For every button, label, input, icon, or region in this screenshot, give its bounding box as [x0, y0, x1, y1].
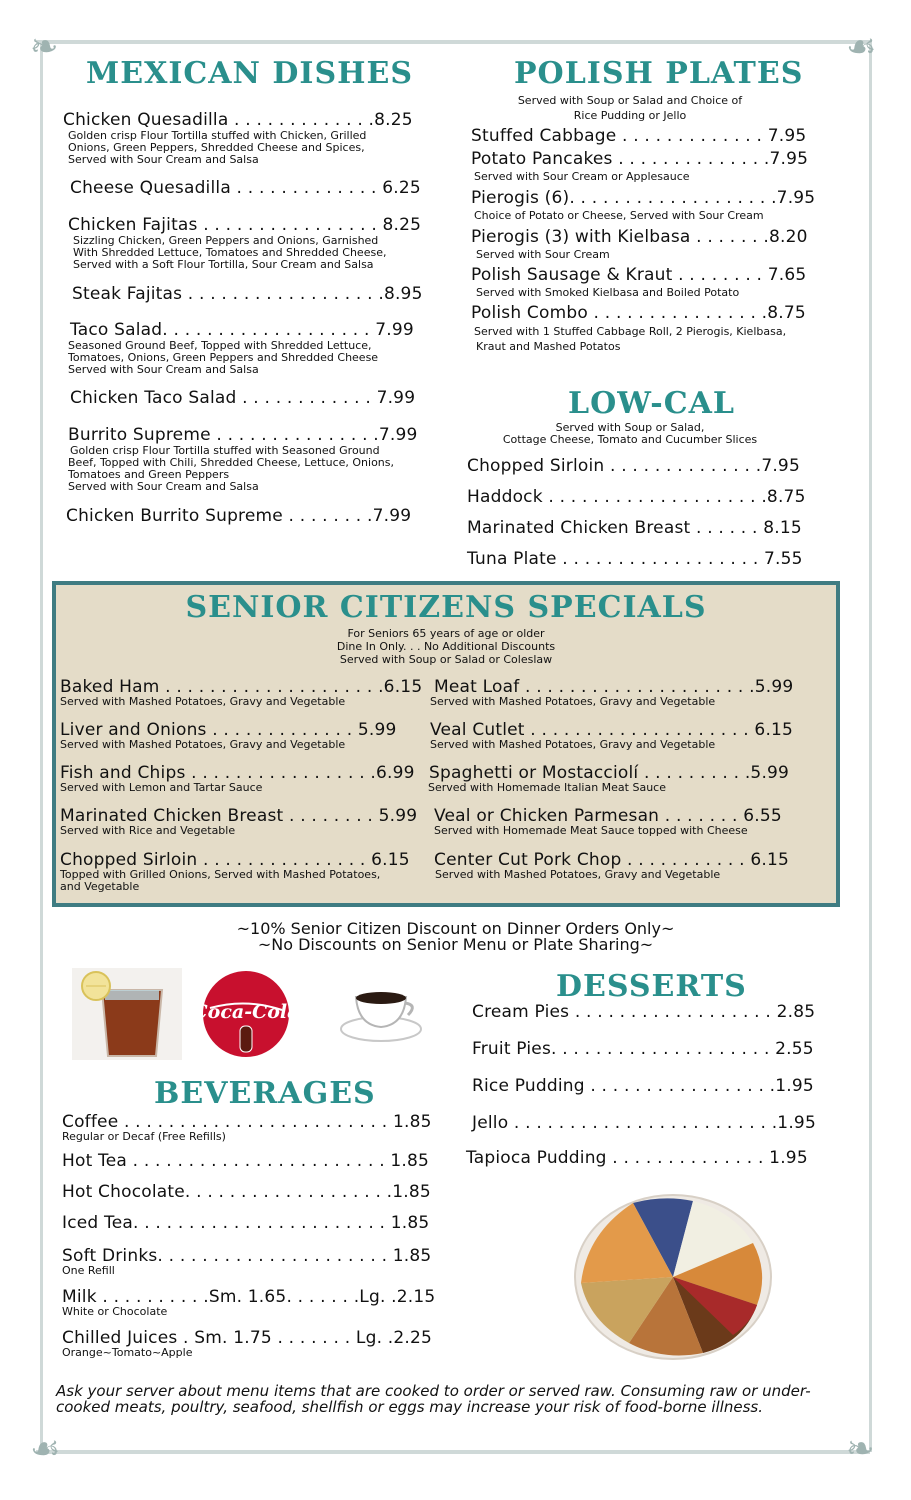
senior-menu-item: Chopped Sirloin . . . . . . . . . . . . . . . 6.15 — [60, 850, 410, 870]
senior-menu-item: Center Cut Pork Chop . . . . . . . . . . . 6.15 — [434, 850, 789, 870]
item-description: Beef, Topped with Chili, Shredded Cheese, Lettuce, Onions, — [68, 456, 395, 469]
item-description: Served with Sour Cream or Applesauce — [474, 170, 690, 183]
menu-border-top — [36, 40, 870, 44]
dessert-item: Tapioca Pudding . . . . . . . . . . . . . . 1.95 — [466, 1148, 808, 1168]
item-description: Regular or Decaf (Free Refills) — [62, 1130, 226, 1143]
beverages-title: BEVERAGES — [154, 1076, 376, 1111]
section-subtitle: Served with Soup or Salad or Coleslaw — [339, 653, 553, 666]
item-description: White or Chocolate — [62, 1305, 168, 1318]
item-description: Served with Mashed Potatoes, Gravy and Vegetable — [430, 695, 716, 708]
low-cal-title: LOW-CAL — [568, 386, 735, 421]
senior-specials-title: SENIOR CITIZENS SPECIALS — [185, 590, 707, 625]
discount-note: ~10% Senior Citizen Discount on Dinner Orders Only~ — [236, 919, 675, 938]
section-subtitle: Cottage Cheese, Tomato and Cucumber Slices — [502, 433, 758, 446]
item-description: Golden crisp Flour Tortilla stuffed with Seasoned Ground — [70, 444, 380, 457]
menu-item: Pierogis (3) with Kielbasa . . . . . . .8.20 — [471, 227, 808, 247]
senior-menu-item: Liver and Onions . . . . . . . . . . . . . 5.99 — [60, 720, 397, 740]
senior-menu-item: Baked Ham . . . . . . . . . . . . . . . . . . . .6.15 — [60, 677, 423, 697]
item-description: and Vegetable — [60, 880, 140, 893]
polish-plates-title: POLISH PLATES — [514, 56, 804, 91]
desserts-title: DESSERTS — [556, 969, 747, 1004]
item-description: Served with Mashed Potatoes, Gravy and Vegetable — [430, 738, 716, 751]
menu-item: Chopped Sirloin . . . . . . . . . . . . . .7.95 — [467, 456, 800, 476]
corner-flourish-icon: ☙ — [846, 27, 877, 67]
senior-menu-item: Marinated Chicken Breast . . . . . . . . 5.99 — [60, 806, 418, 826]
coca-cola-logo-text: Coca-Cola — [192, 1001, 300, 1023]
beverage-item: Hot Tea . . . . . . . . . . . . . . . . . . . . . . . 1.85 — [62, 1151, 430, 1171]
corner-flourish-icon: ❧ — [846, 1429, 875, 1469]
item-description: Topped with Grilled Onions, Served with Mashed Potatoes, — [60, 868, 381, 881]
item-description: Sizzling Chicken, Green Peppers and Onions, Garnished — [73, 234, 379, 247]
beverage-item: Soft Drinks. . . . . . . . . . . . . . . . . . . . . 1.85 — [62, 1246, 432, 1266]
menu-item: Pierogis (6). . . . . . . . . . . . . . . . . . .7.95 — [471, 188, 816, 208]
item-description: Served with 1 Stuffed Cabbage Roll, 2 Pierogis, Kielbasa, — [474, 325, 787, 338]
item-description: With Shredded Lettuce, Tomatoes and Shredded Cheese, — [73, 246, 387, 259]
iced-tea-image — [72, 968, 182, 1060]
item-description: Served with Mashed Potatoes, Gravy and Vegetable — [435, 868, 721, 881]
item-description: Served with Rice and Vegetable — [60, 824, 236, 837]
item-description: Seasoned Ground Beef, Topped with Shredded Lettuce, — [68, 339, 372, 352]
menu-item: Taco Salad. . . . . . . . . . . . . . . . . . . 7.99 — [70, 320, 414, 340]
menu-item: Chicken Burrito Supreme . . . . . . . .7.99 — [66, 506, 412, 526]
dessert-item: Fruit Pies. . . . . . . . . . . . . . . . . . . . 2.55 — [472, 1039, 814, 1059]
menu-item: Haddock . . . . . . . . . . . . . . . . . . . .8.75 — [467, 487, 806, 507]
item-description: Golden crisp Flour Tortilla stuffed with Chicken, Grilled — [68, 129, 367, 142]
beverage-item: Coffee . . . . . . . . . . . . . . . . . . . . . . . . 1.85 — [62, 1112, 432, 1132]
menu-item: Polish Sausage & Kraut . . . . . . . . 7.65 — [471, 265, 807, 285]
corner-flourish-icon: ☙ — [30, 1429, 61, 1469]
menu-item: Polish Combo . . . . . . . . . . . . . . . .8.75 — [471, 303, 806, 323]
item-description: Kraut and Mashed Potatos — [476, 340, 621, 353]
item-description: Tomatoes and Green Peppers — [68, 468, 230, 481]
dessert-item: Rice Pudding . . . . . . . . . . . . . . . . .1.95 — [472, 1076, 814, 1096]
food-safety-notice: cooked meats, poultry, seafood, shellfish or eggs may increase your risk of food-borne illness. — [56, 1398, 763, 1416]
item-description: Served with Lemon and Tartar Sauce — [60, 781, 263, 794]
mexican-dishes-title: MEXICAN DISHES — [86, 56, 413, 91]
beverage-item: Hot Chocolate. . . . . . . . . . . . . . . . . . .1.85 — [62, 1182, 431, 1202]
item-description: Orange~Tomato~Apple — [62, 1346, 193, 1359]
senior-menu-item: Veal or Chicken Parmesan . . . . . . . 6.55 — [434, 806, 782, 826]
menu-item: Chicken Taco Salad . . . . . . . . . . . . 7.99 — [70, 388, 416, 408]
item-description: Served with Homemade Meat Sauce topped with Cheese — [434, 824, 748, 837]
menu-item: Marinated Chicken Breast . . . . . . 8.15 — [467, 518, 802, 538]
item-description: Served with Sour Cream — [476, 248, 610, 261]
item-description: One Refill — [62, 1264, 115, 1277]
menu-item: Chicken Fajitas . . . . . . . . . . . . . . . . 8.25 — [68, 215, 422, 235]
dessert-item: Jello . . . . . . . . . . . . . . . . . . . . . . . .1.95 — [472, 1113, 816, 1133]
corner-flourish-icon: ❧ — [30, 27, 59, 67]
senior-menu-item: Meat Loaf . . . . . . . . . . . . . . . . . . . . .5.99 — [434, 677, 794, 697]
coca-cola-logo — [190, 968, 302, 1060]
food-safety-notice: Ask your server about menu items that are cooked to order or served raw. Consuming raw or under- — [56, 1382, 811, 1400]
menu-item: Tuna Plate . . . . . . . . . . . . . . . . . . 7.55 — [467, 549, 803, 569]
menu-item: Steak Fajitas . . . . . . . . . . . . . . . . . .8.95 — [72, 284, 423, 304]
senior-menu-item: Spaghetti or Mostacciolí . . . . . . . . . .5.99 — [429, 763, 790, 783]
section-subtitle: Served with Soup or Salad and Choice of — [517, 94, 743, 107]
pie-platter-image — [573, 1193, 773, 1361]
item-description: Served with Smoked Kielbasa and Boiled Potato — [476, 286, 740, 299]
item-description: Served with Sour Cream and Salsa — [68, 153, 259, 166]
item-description: Served with a Soft Flour Tortilla, Sour Cream and Salsa — [73, 258, 374, 271]
item-description: Served with Mashed Potatoes, Gravy and Vegetable — [60, 738, 346, 751]
section-subtitle: Rice Pudding or Jello — [573, 109, 687, 122]
item-description: Onions, Green Peppers, Shredded Cheese and Spices, — [68, 141, 365, 154]
menu-item: Chicken Quesadilla . . . . . . . . . . . . .8.25 — [63, 110, 413, 130]
item-description: Choice of Potato or Cheese, Served with Sour Cream — [474, 209, 764, 222]
menu-item: Cheese Quesadilla . . . . . . . . . . . . . 6.25 — [70, 178, 421, 198]
section-subtitle: Dine In Only. . . No Additional Discounts — [336, 640, 556, 653]
dessert-item: Cream Pies . . . . . . . . . . . . . . . . . . 2.85 — [472, 1002, 816, 1022]
menu-item: Stuffed Cabbage . . . . . . . . . . . . . 7.95 — [471, 126, 807, 146]
menu-item: Potato Pancakes . . . . . . . . . . . . . .7.95 — [471, 149, 809, 169]
section-subtitle: For Seniors 65 years of age or older — [347, 627, 545, 640]
section-subtitle: Served with Soup or Salad, — [555, 421, 705, 434]
beverage-item: Chilled Juices . Sm. 1.75 . . . . . . . Lg. .2.25 — [62, 1328, 433, 1348]
discount-note: ~No Discounts on Senior Menu or Plate Sharing~ — [257, 935, 654, 954]
menu-border-bottom — [36, 1450, 870, 1454]
senior-menu-item: Fish and Chips . . . . . . . . . . . . . . . . .6.99 — [60, 763, 415, 783]
beverage-item: Iced Tea. . . . . . . . . . . . . . . . . . . . . . . 1.85 — [62, 1213, 430, 1233]
item-description: Served with Sour Cream and Salsa — [68, 480, 259, 493]
beverage-item: Milk . . . . . . . . . .Sm. 1.65. . . . . . .Lg. .2.15 — [62, 1287, 436, 1307]
item-description: Served with Mashed Potatoes, Gravy and Vegetable — [60, 695, 346, 708]
coffee-cup-image — [338, 985, 424, 1045]
item-description: Served with Homemade Italian Meat Sauce — [428, 781, 666, 794]
senior-menu-item: Veal Cutlet . . . . . . . . . . . . . . . . . . . . 6.15 — [430, 720, 794, 740]
item-description: Served with Sour Cream and Salsa — [68, 363, 259, 376]
menu-item: Burrito Supreme . . . . . . . . . . . . . . .7.99 — [68, 425, 418, 445]
item-description: Tomatoes, Onions, Green Peppers and Shredded Cheese — [68, 351, 379, 364]
